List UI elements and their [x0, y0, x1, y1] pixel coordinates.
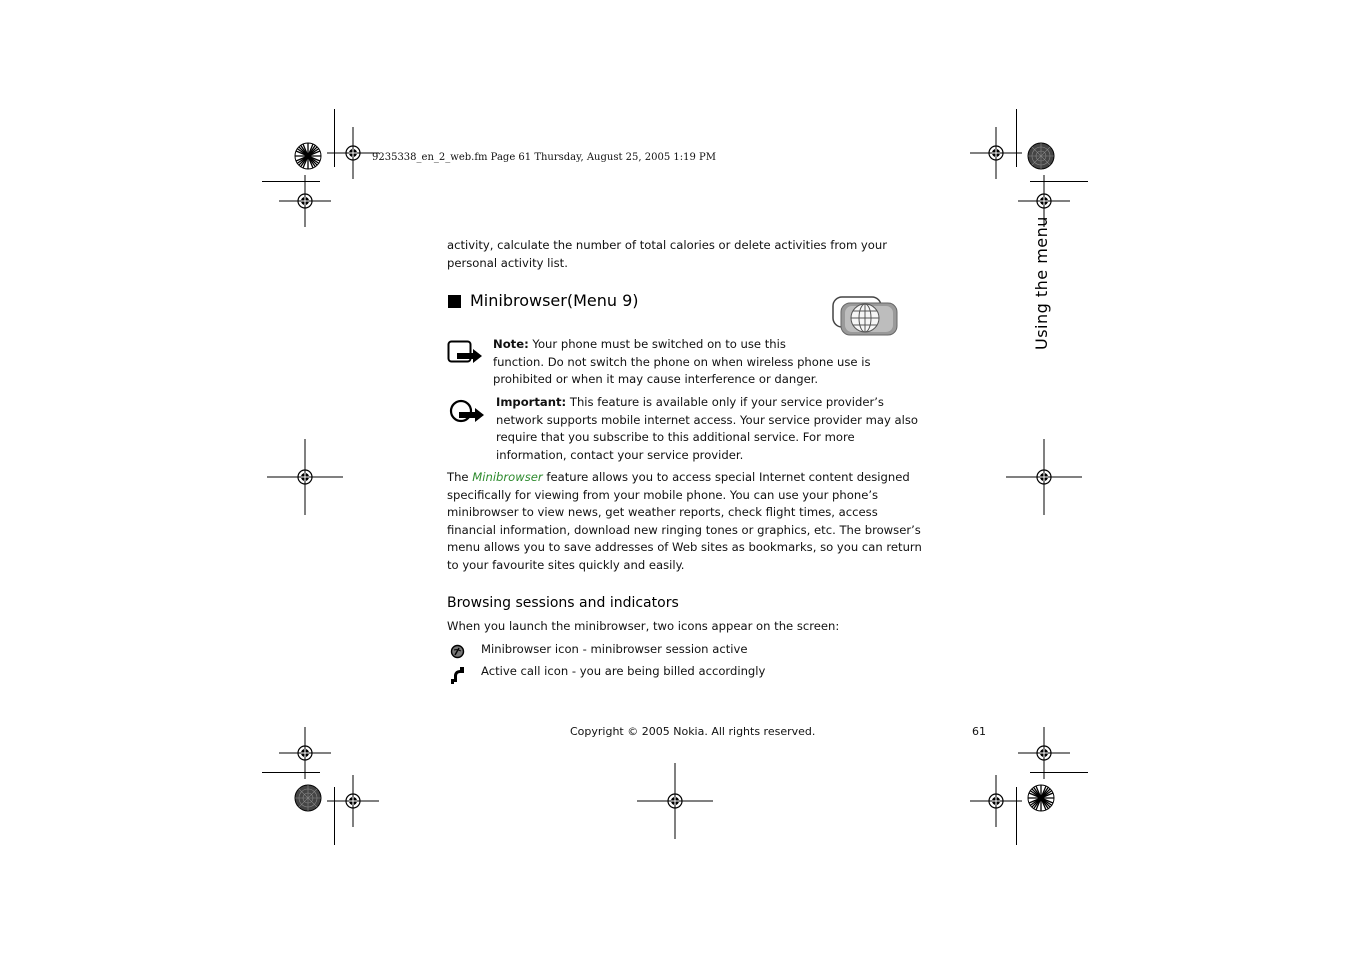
subsection-title: Browsing sessions and indicators — [447, 595, 679, 611]
print-header: 9235338_en_2_web.fm Page 61 Thursday, August 25, 2005 1:19 PM — [372, 152, 716, 163]
important-text: information, contact your service provider. — [496, 447, 744, 462]
active-call-icon — [449, 666, 466, 686]
important-paragraph — [496, 394, 918, 464]
intro-line: personal activity list. — [447, 255, 568, 270]
body-paragraph — [447, 469, 922, 575]
important-text: This feature is available only if your service provider’s — [566, 395, 884, 409]
important-label: Important: — [496, 395, 567, 409]
note-hand-icon — [447, 340, 483, 366]
body-text: specifically for viewing from your mobile phone. You can use your phone’s — [447, 487, 879, 502]
body-text: minibrowser to view news, get weather reports, check flight times, access — [447, 505, 878, 520]
important-text: require that you subscribe to this additional service. For more — [496, 430, 855, 445]
important-hand-icon — [449, 399, 485, 425]
body-text: feature allows you to access special Internet content designed — [542, 470, 910, 484]
side-tab-label: Using the menu — [1032, 216, 1051, 350]
subsection-intro: When you launch the minibrowser, two icons appear on the screen: — [447, 619, 840, 633]
page-number: 61 — [972, 725, 986, 738]
note-label: Note: — [493, 337, 529, 351]
body-text: menu allows you to save addresses of Web sites as bookmarks, so you can return — [447, 540, 922, 555]
body-text: to your favourite sites quickly and easily. — [447, 557, 685, 572]
note-text: function. Do not switch the phone on when wireless phone use is — [493, 354, 871, 369]
body-text: The — [447, 470, 473, 484]
intro-paragraph — [447, 237, 887, 272]
web-globe-icon — [832, 296, 898, 337]
note-paragraph — [493, 336, 871, 389]
indicator-text-minibrowser: Minibrowser icon - minibrowser session active — [481, 642, 748, 656]
indicator-text-call: Active call icon - you are being billed accordingly — [481, 664, 766, 678]
minibrowser-session-icon — [450, 644, 465, 659]
minibrowser-link[interactable]: Minibrowser — [472, 470, 543, 484]
section-title: Minibrowser(Menu 9) — [470, 291, 639, 310]
section-bullet — [448, 295, 461, 308]
note-text: Your phone must be switched on to use this — [528, 337, 786, 351]
body-text: financial information, download new ringing tones or graphics, etc. The browser’s — [447, 522, 921, 537]
note-text: prohibited or when it may cause interference or danger. — [493, 372, 819, 387]
intro-line: activity, calculate the number of total calories or delete activities from your — [447, 238, 888, 252]
important-text: network supports mobile internet access. Your service provider may also — [496, 412, 919, 427]
copyright-notice: Copyright © 2005 Nokia. All rights reserved. — [570, 725, 816, 738]
